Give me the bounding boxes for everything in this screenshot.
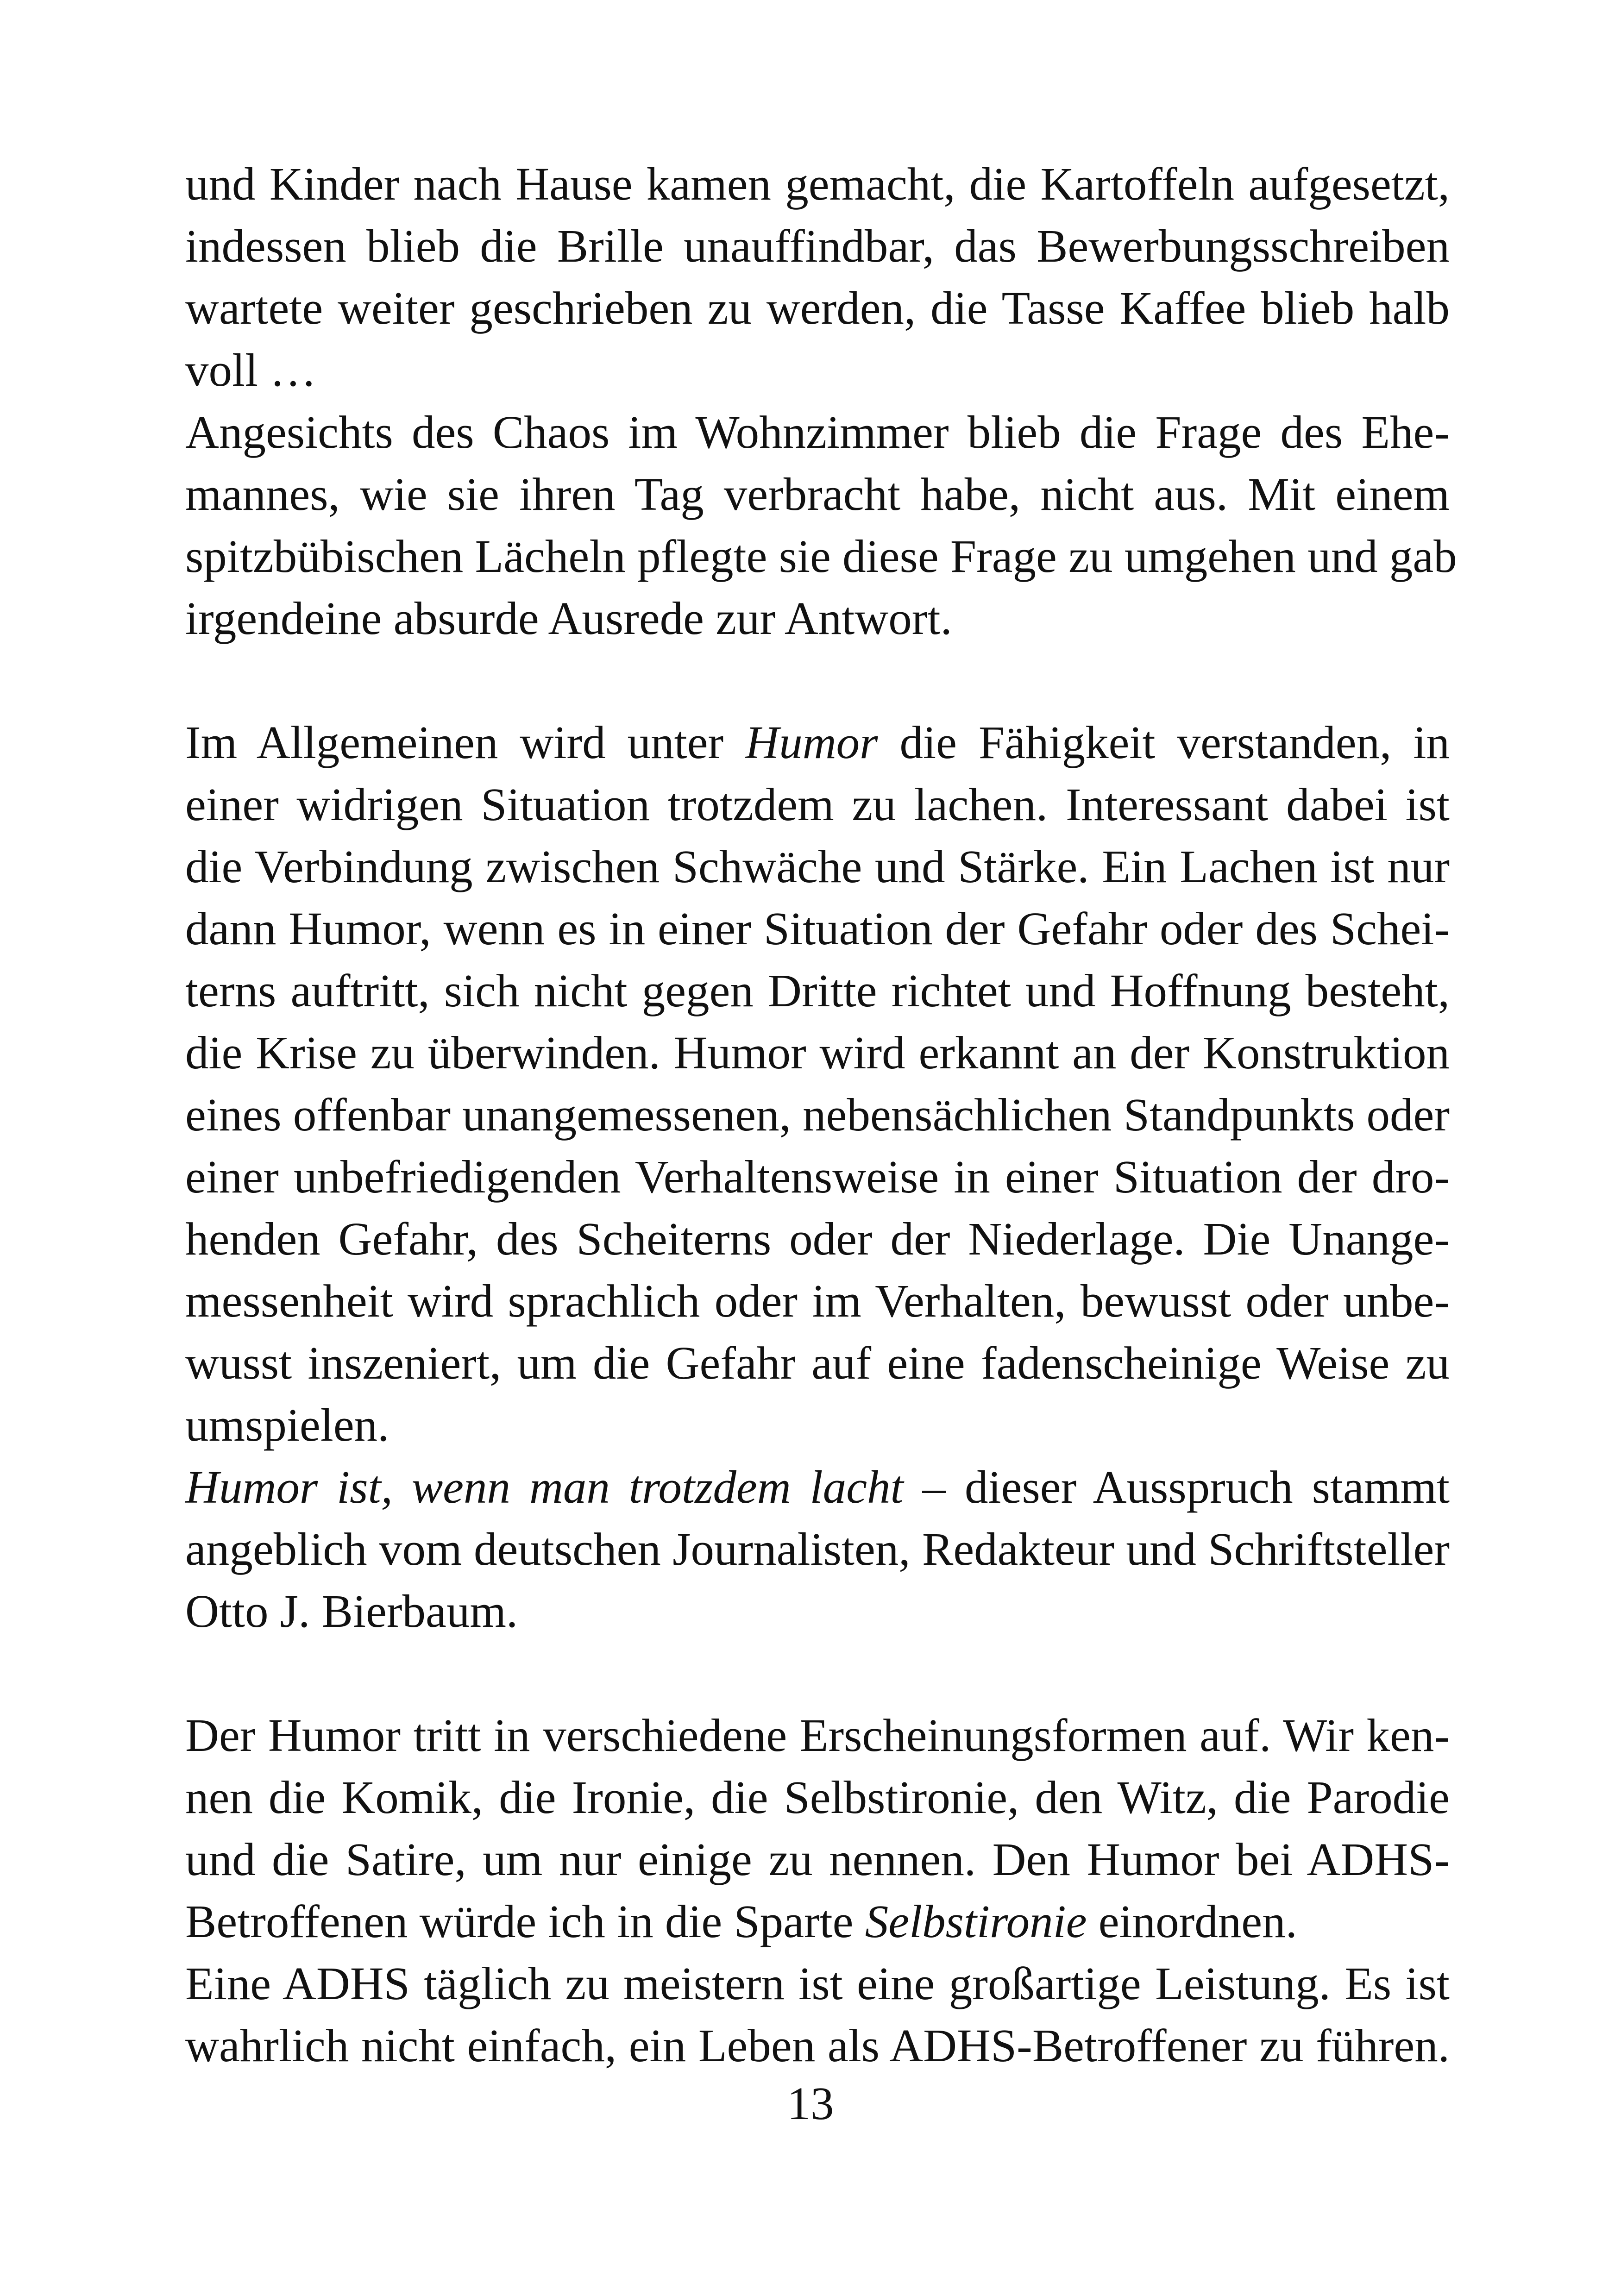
text-line: einer unbefriedigenden Verhaltensweise in einer Situation der dro- [185, 1151, 1450, 1203]
text-line: nen die Komik, die Ironie, die Selbstironie, den Witz, die Parodie [185, 1771, 1450, 1823]
italic-quote: Humor ist, wenn man trotzdem lacht [185, 1461, 904, 1513]
page-number: 13 [787, 2077, 834, 2129]
text-line [185, 711, 1450, 773]
text-line: einer widrigen Situation trotzdem zu lachen. Interessant dabei ist [185, 778, 1450, 830]
text-line: wahrlich nicht einfach, ein Leben als ADHS-Betroffener zu führen. [185, 2020, 1450, 2071]
text-line: voll … [185, 344, 317, 396]
paragraph-humor-forms [185, 1704, 1450, 1952]
paragraph-adhs [185, 1952, 1450, 2076]
text-line: mannes, wie sie ihren Tag verbracht habe, nicht aus. Mit einem [185, 468, 1450, 520]
text-segment: – dieser Ausspruch stammt [903, 1461, 1450, 1513]
text-line: irgendeine absurde Ausrede zur Antwort. [185, 592, 952, 644]
italic-term: Selbstironie [865, 1895, 1087, 1947]
text-line: und die Satire, um nur einige zu nennen. Den Humor bei ADHS- [185, 1833, 1450, 1885]
text-segment: die Fähigkeit verstanden, in [878, 716, 1450, 768]
text-line: dann Humor, wenn es in einer Situation der Gefahr oder des Schei- [185, 903, 1450, 954]
paragraph-continuation [185, 153, 1450, 401]
text-line [185, 1456, 1450, 1518]
italic-term: Humor [745, 716, 878, 768]
text-line [185, 1890, 1450, 1952]
text-segment: Im Allgemeinen wird unter [185, 716, 746, 768]
text-line: wartete weiter geschrieben zu werden, die Tasse Kaffee blieb halb [185, 282, 1450, 334]
text-line: angeblich vom deutschen Journalisten, Redakteur und Schriftsteller [185, 1523, 1450, 1575]
text-line: Angesichts des Chaos im Wohnzimmer blieb die Frage des Ehe- [185, 406, 1450, 458]
text-line: Eine ADHS täglich zu meistern ist eine großartige Leistung. Es ist [185, 1957, 1450, 2009]
text-line: die Krise zu überwinden. Humor wird erkannt an der Konstruktion [185, 1027, 1450, 1079]
text-segment: Betroffenen würde ich in die Sparte [185, 1895, 865, 1947]
paragraph-quote [185, 1456, 1450, 1642]
paragraph-gap [185, 1642, 1450, 1704]
paragraph-gap [185, 649, 1450, 711]
text-line: die Verbindung zwischen Schwäche und Stärke. Ein Lachen ist nur [185, 841, 1450, 892]
text-line: spitzbübischen Lächeln pflegte sie diese Frage zu umgehen und gab [185, 530, 1457, 582]
text-line: Otto J. Bierbaum. [185, 1585, 518, 1637]
text-line: und Kinder nach Hause kamen gemacht, die Kartoffeln aufgesetzt, [185, 158, 1450, 210]
text-line: messenheit wird sprachlich oder im Verhalten, bewusst oder unbe- [185, 1275, 1450, 1327]
text-line: terns auftritt, sich nicht gegen Dritte richtet und Hoffnung besteht, [185, 965, 1450, 1016]
text-line: Der Humor tritt in verschiedene Erscheinungsformen auf. Wir ken- [185, 1709, 1450, 1761]
text-line: umspielen. [185, 1399, 390, 1451]
paragraph-chaos [185, 401, 1457, 649]
paragraph-humor-definition [185, 711, 1450, 1456]
text-line: wusst inszeniert, um die Gefahr auf eine fadenscheinige Weise zu [185, 1337, 1450, 1389]
book-page-body [185, 153, 1457, 2076]
text-line: eines offenbar unangemessenen, nebensächlichen Standpunkts oder [185, 1089, 1450, 1141]
text-line: indessen blieb die Brille unauffindbar, das Bewerbungsschreiben [185, 220, 1450, 272]
text-segment: einordnen. [1087, 1895, 1297, 1947]
text-line: henden Gefahr, des Scheiterns oder der Niederlage. Die Unange- [185, 1213, 1450, 1265]
